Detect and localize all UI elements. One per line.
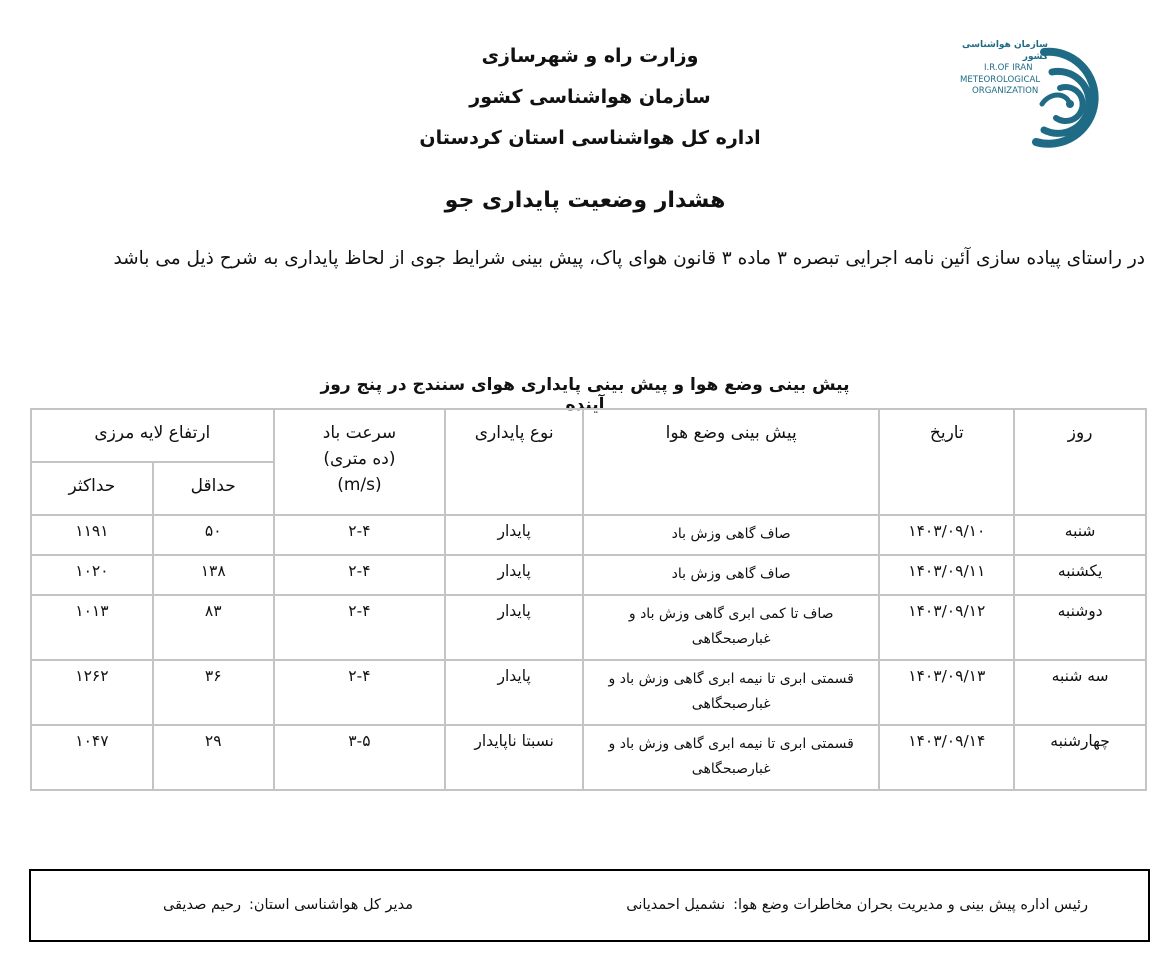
cell-wind: ۲-۴ <box>274 660 446 725</box>
cell-forecast <box>583 595 879 660</box>
forecast-line-1: قسمتی ابری تا نیمه ابری گاهی وزش باد و <box>608 736 854 752</box>
spiral-emblem-icon <box>1022 32 1122 157</box>
intro-paragraph: در راستای پیاده سازی آئین نامه اجرایی تبصره ۳ ماده ۳ قانون هوای پاک، پیش بینی شرایط جوی از لحاظ پایداری به شرح ذیل می باشد <box>113 248 1145 269</box>
cell-forecast <box>583 660 879 725</box>
forecast-head-name: نشمیل احمدیانی <box>626 897 726 913</box>
cell-forecast <box>583 515 879 555</box>
signature-box <box>29 869 1150 942</box>
cell-max: ۱۲۶۲ <box>31 660 153 725</box>
director-signature <box>163 897 413 913</box>
header-wind-line-3: (m/s) <box>337 475 382 495</box>
cell-day: چهارشنبه <box>1014 725 1146 790</box>
cell-min: ۸۳ <box>153 595 274 660</box>
header-date: تاریخ <box>879 409 1014 515</box>
cell-day: دوشنبه <box>1014 595 1146 660</box>
cell-date: ۱۴۰۳/۰۹/۱۱ <box>879 555 1014 595</box>
forecast-line-2: غبارصبحگاهی <box>691 696 771 712</box>
cell-day: سه شنبه <box>1014 660 1146 725</box>
organization-name: سازمان هواشناسی کشور <box>469 86 711 108</box>
forecast-line-2: غبارصبحگاهی <box>691 631 771 647</box>
header-max: حداکثر <box>31 462 153 515</box>
table-caption: پیش بینی وضع هوا و پیش بینی پایداری هوای سنندج در پنج روز آینده <box>320 375 850 415</box>
table-header-row <box>31 409 1146 462</box>
department-name: اداره کل هواشناسی استان کردستان <box>419 127 761 149</box>
header-day: روز <box>1014 409 1146 515</box>
cell-max: ۱۰۲۰ <box>31 555 153 595</box>
header-min: حداقل <box>153 462 274 515</box>
meteorological-organization-logo <box>940 32 1130 157</box>
forecast-head-title: رئیس اداره پیش بینی و مدیریت بحران مخاطرات وضع هوا: <box>733 897 1088 913</box>
forecast-line-2: غبارصبحگاهی <box>691 761 771 777</box>
cell-wind: ۳-۵ <box>274 725 446 790</box>
header-forecast: پیش بینی وضع هوا <box>583 409 879 515</box>
letterhead <box>380 36 800 159</box>
logo-line-1: I.R.OF IRAN <box>984 63 1033 73</box>
ministry-name: وزارت راه و شهرسازی <box>481 45 699 67</box>
cell-max: ۱۰۱۳ <box>31 595 153 660</box>
forecast-head-signature <box>626 897 1088 913</box>
cell-stability: پایدار <box>445 555 583 595</box>
cell-date: ۱۴۰۳/۰۹/۱۳ <box>879 660 1014 725</box>
cell-min: ۵۰ <box>153 515 274 555</box>
forecast-line-1: صاف گاهی وزش باد <box>671 526 791 542</box>
cell-date: ۱۴۰۳/۰۹/۱۰ <box>879 515 1014 555</box>
cell-date: ۱۴۰۳/۰۹/۱۲ <box>879 595 1014 660</box>
cell-forecast <box>583 725 879 790</box>
logo-line-3: ORGANIZATION <box>972 86 1039 96</box>
cell-max: ۱۱۹۱ <box>31 515 153 555</box>
header-wind-speed <box>274 409 446 515</box>
cell-wind: ۲-۴ <box>274 555 446 595</box>
logo-name-fa: سازمان هواشناسی کشور <box>961 40 1048 62</box>
cell-max: ۱۰۴۷ <box>31 725 153 790</box>
cell-min: ۲۹ <box>153 725 274 790</box>
cell-forecast <box>583 555 879 595</box>
header-stability: نوع پایداری <box>445 409 583 515</box>
forecast-line-1: صاف تا کمی ابری گاهی وزش باد و <box>628 606 834 622</box>
table-row <box>31 595 1146 660</box>
header-boundary-layer: ارتفاع لایه مرزی <box>31 409 274 462</box>
header-wind-line-1: سرعت باد <box>322 423 397 443</box>
forecast-line-1: صاف گاهی وزش باد <box>671 566 791 582</box>
table-row <box>31 725 1146 790</box>
table-row <box>31 555 1146 595</box>
table-row <box>31 515 1146 555</box>
cell-day: یکشنبه <box>1014 555 1146 595</box>
logo-line-2: METEOROLOGICAL <box>960 74 1041 85</box>
cell-wind: ۲-۴ <box>274 595 446 660</box>
cell-date: ۱۴۰۳/۰۹/۱۴ <box>879 725 1014 790</box>
forecast-table <box>30 408 1147 791</box>
header-wind-line-2: (ده متری) <box>323 449 396 469</box>
director-title: مدیر کل هواشناسی استان: <box>248 897 413 913</box>
cell-wind: ۲-۴ <box>274 515 446 555</box>
warning-title: هشدار وضعیت پایداری جو <box>444 188 726 213</box>
cell-stability: پایدار <box>445 595 583 660</box>
cell-stability: پایدار <box>445 660 583 725</box>
cell-min: ۱۳۸ <box>153 555 274 595</box>
director-name: رحیم صدیقی <box>163 897 241 913</box>
cell-stability: نسبتا ناپایدار <box>445 725 583 790</box>
cell-min: ۳۶ <box>153 660 274 725</box>
cell-day: شنبه <box>1014 515 1146 555</box>
forecast-line-1: قسمتی ابری تا نیمه ابری گاهی وزش باد و <box>608 671 854 687</box>
cell-stability: پایدار <box>445 515 583 555</box>
table-row <box>31 660 1146 725</box>
